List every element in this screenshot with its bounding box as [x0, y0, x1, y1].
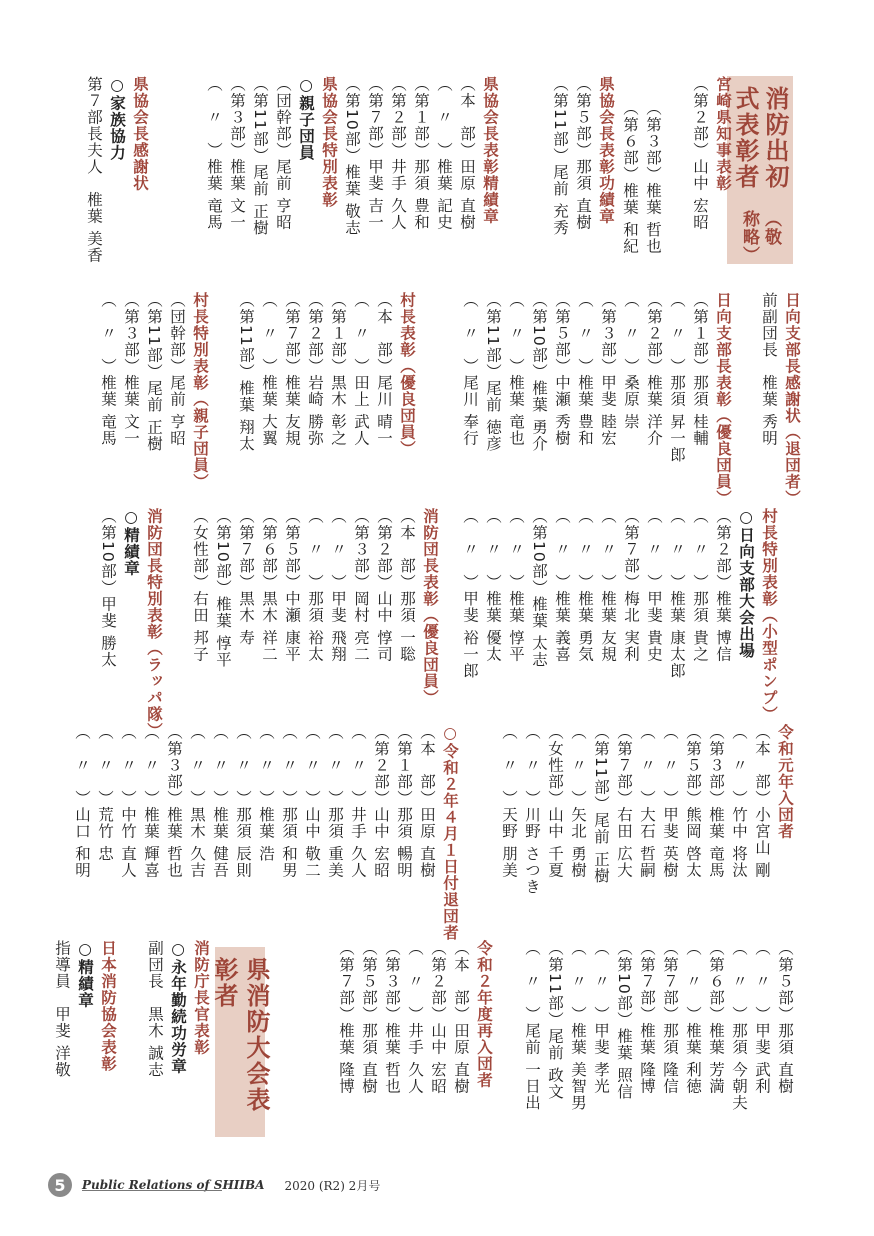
award-entry: （ 〃 ）椎葉 大翼 — [260, 292, 278, 447]
award-heading: 令和２年度再入団者 — [475, 940, 493, 1089]
award-entry: （第２部）山中 惇司 — [375, 508, 393, 663]
award-column — [188, 508, 441, 706]
award-heading: 消防団長特別表彰（ラッパ隊） — [145, 508, 163, 739]
award-entry: （ 〃 ）山中 敬二 — [303, 724, 321, 879]
award-entry: （ 〃 ）井手 久人 — [349, 724, 367, 879]
award-entry: （第７部）甲斐 吉一 — [366, 76, 384, 231]
banner-title: 消防出初式表彰者 — [731, 86, 789, 190]
award-entry: （ 〃 ）椎葉 記史 — [435, 76, 453, 231]
award-entry: （本 部）田原 直樹 — [458, 76, 476, 231]
award-subheading: ○精績章 — [122, 508, 140, 577]
award-entry: （第７部）那須 隆信 — [661, 940, 679, 1095]
award-entry: （ 〃 ）竹中 将汰 — [730, 724, 748, 879]
award-entry: （第７部）椎葉 隆博 — [638, 940, 656, 1095]
award-entry: （第11部）尾前 政文 — [546, 940, 564, 1100]
award-entry: （ 〃 ）椎葉 惇平 — [507, 508, 525, 663]
award-entry: （ 〃 ）甲斐 貴史 — [645, 508, 663, 663]
award-entry: （ 〃 ）椎葉 勇気 — [576, 508, 594, 663]
award-heading: 消防団長表彰（優良団員） — [421, 508, 439, 706]
title-banner-prefectural — [210, 947, 270, 1137]
award-entry: （ 〃 ）荒竹 忠 — [96, 724, 114, 862]
award-column — [458, 508, 780, 723]
award-entry: （第10部）椎葉 惇平 — [214, 508, 232, 668]
award-column — [143, 940, 212, 1078]
award-entry: （第２部）井手 久人 — [389, 76, 407, 231]
award-entry: （ 〃 ）那須 和男 — [280, 724, 298, 879]
award-column — [334, 940, 495, 1094]
award-entry: （本 部）那須 一聡 — [398, 508, 416, 663]
award-entry: （団幹部）尾前 亨昭 — [168, 292, 186, 447]
award-entry: （第11部）椎葉 翔太 — [237, 292, 255, 452]
award-entry: （第11部）尾前 充秀 — [551, 76, 569, 236]
award-entry: （ 〃 ）田上 武人 — [352, 292, 370, 447]
award-entry: （第７部）梅北 実利 — [622, 508, 640, 663]
award-heading: 県協会長表彰精績章 — [481, 76, 499, 225]
award-entry: （ 〃 ）那須 今朝夫 — [730, 940, 748, 1111]
award-subheading: ○親子団員 — [297, 76, 315, 161]
award-heading: 日向支部長表彰（優良団員） — [714, 292, 732, 507]
award-heading: 日本消防協会表彰 — [99, 940, 117, 1072]
award-heading: 村長特別表彰（親子団員） — [191, 292, 209, 490]
banner-title: 県消防大会表彰者 — [210, 957, 270, 1113]
award-entry: （第５部）那須 直樹 — [574, 76, 592, 231]
award-entry: 前副団長 椎葉 秀明 — [760, 292, 778, 447]
award-entry: （第３部）椎葉 文一 — [122, 292, 140, 447]
award-entry: （ 〃 ）椎葉 竜馬 — [99, 292, 117, 447]
award-entry: （第６部）椎葉 和紀 — [621, 100, 639, 255]
award-entry: （ 〃 ）甲斐 英樹 — [661, 724, 679, 879]
award-entry: （ 〃 ）椎葉 輝喜 — [142, 724, 160, 879]
award-heading: 消防庁長官表彰 — [192, 940, 210, 1056]
award-subheading: ○精績章 — [76, 940, 94, 1009]
award-entry: （団幹部）尾前 亨昭 — [274, 76, 292, 231]
award-column — [96, 292, 211, 490]
award-column — [234, 292, 418, 457]
award-entry: （第３部）椎葉 竜馬 — [707, 724, 725, 879]
award-entry: （第５部）那須 直樹 — [776, 940, 794, 1095]
award-entry: （ 〃 ）那須 昇一郎 — [668, 292, 686, 463]
award-entry: （第11部）尾前 徳彦 — [484, 292, 502, 452]
award-entry: （ 〃 ）尾前 一日出 — [523, 940, 541, 1111]
award-entry: （ 〃 ）椎葉 浩 — [257, 724, 275, 862]
award-entry: （ 〃 ）那須 辰則 — [234, 724, 252, 879]
award-entry: （ 〃 ）椎葉 豊和 — [576, 292, 594, 447]
award-entry: （第２部）岩崎 勝弥 — [306, 292, 324, 447]
award-heading: 県協会長感謝状 — [131, 76, 149, 192]
award-entry: （第３部）岡村 亮二 — [352, 508, 370, 663]
banner-note: （敬称略） — [739, 210, 781, 265]
award-entry: （第３部）椎葉 哲也 — [165, 724, 183, 879]
award-entry: （第６部）椎葉 芳満 — [707, 940, 725, 1095]
award-entry: （第３部）椎葉 哲也 — [644, 100, 662, 255]
award-entry: （女性部）山中 千夏 — [546, 724, 564, 879]
award-entry: （ 〃 ）井手 久人 — [406, 940, 424, 1095]
award-entry: （第１部）那須 暢明 — [395, 724, 413, 879]
award-entry: （ 〃 ）天野 朋美 — [500, 724, 518, 879]
award-entry: （第３部）椎葉 哲也 — [383, 940, 401, 1095]
award-heading: 村長特別表彰（小型ポンプ） — [760, 508, 778, 723]
award-entry: （ 〃 ）甲斐 武利 — [753, 940, 771, 1095]
award-entry: （ 〃 ）桑原 崇 — [622, 292, 640, 430]
award-heading: 宮崎県知事表彰 — [714, 76, 732, 192]
award-heading: 日向支部長感謝状（退団者） — [783, 292, 801, 507]
award-heading: ○令和２年４月１日付退団者 — [441, 724, 459, 941]
award-column — [50, 940, 119, 1078]
award-entry: （第２部）山中 宏昭 — [691, 76, 709, 231]
award-entry: （ 〃 ）椎葉 竜也 — [507, 292, 525, 447]
award-entry: （第２部）山中 宏昭 — [429, 940, 447, 1095]
award-entry: （ 〃 ）中竹 直人 — [119, 724, 137, 879]
award-entry: （ 〃 ）大石 哲嗣 — [638, 724, 656, 879]
award-entry: （第５部）那須 直樹 — [360, 940, 378, 1095]
award-entry: （第７部）黒木 寿 — [237, 508, 255, 646]
award-heading: 村長表彰（優良団員） — [398, 292, 416, 457]
award-entry: （第５部）中瀬 康平 — [283, 508, 301, 663]
award-column — [96, 508, 165, 739]
award-entry: （ 〃 ）椎葉 義喜 — [553, 508, 571, 663]
title-banner-ceremony — [727, 76, 793, 264]
award-entry: （第３部）椎葉 文一 — [228, 76, 246, 231]
award-entry: （ 〃 ）尾川 奉行 — [461, 292, 479, 447]
award-entry: （第７部）椎葉 友規 — [283, 292, 301, 447]
page-footer — [48, 1170, 380, 1200]
award-entry: （ 〃 ）椎葉 友規 — [599, 508, 617, 663]
award-entry: （第11部）尾前 正樹 — [251, 76, 269, 236]
award-entry: （第10部）椎葉 太志 — [530, 508, 548, 668]
award-entry: （第10部）椎葉 敬志 — [343, 76, 361, 236]
award-entry: （ 〃 ）那須 裕太 — [306, 508, 324, 663]
award-subheading: ○家族協力 — [108, 76, 126, 161]
award-entry: （第10部）甲斐 勝太 — [99, 508, 117, 668]
award-column — [757, 292, 803, 507]
award-entry: （本 部）小宮山 剛 — [753, 724, 771, 879]
award-entry: （第３部）甲斐 睦宏 — [599, 292, 617, 447]
footer-rule — [82, 1190, 222, 1191]
award-entry: （第５部）熊岡 啓太 — [684, 724, 702, 879]
award-heading: 県協会長表彰功績章 — [597, 76, 615, 225]
award-entry: （第10部）椎葉 照信 — [615, 940, 633, 1100]
award-entry: （ 〃 ）椎葉 利徳 — [684, 940, 702, 1095]
award-column — [520, 940, 796, 1111]
award-subheading: ○永年勤続功労章 — [169, 940, 187, 1075]
publication-name: Public Relations of SHIIBA — [82, 1178, 265, 1192]
award-entry: 第７部長夫人 椎葉 美香 — [85, 76, 103, 264]
award-heading: 令和元年入団者 — [776, 724, 794, 840]
award-entry: （ 〃 ）椎葉 美智男 — [569, 940, 587, 1111]
award-entry: （ 〃 ）椎葉 竜馬 — [205, 76, 223, 231]
award-entry: （ 〃 ）那須 貴之 — [691, 508, 709, 663]
award-entry: （第６部）黒木 祥二 — [260, 508, 278, 663]
award-entry: （ 〃 ）川野 さつき — [523, 724, 541, 895]
award-column — [548, 76, 617, 236]
award-column — [618, 100, 664, 254]
award-entry: （第10部）椎葉 勇介 — [530, 292, 548, 452]
award-entry: （ 〃 ）甲斐 裕一郎 — [461, 508, 479, 679]
issue-label: 2020 (R2) 2月号 — [284, 1178, 381, 1193]
award-column — [202, 76, 340, 236]
award-entry: （第１部）那須 桂輔 — [691, 292, 709, 447]
award-entry: （第５部）中瀬 秀樹 — [553, 292, 571, 447]
award-entry: （ 〃 ）黒木 久吉 — [188, 724, 206, 879]
award-heading: 県協会長特別表彰 — [320, 76, 338, 208]
award-column — [70, 724, 461, 941]
award-entry: （ 〃 ）甲斐 孝光 — [592, 940, 610, 1095]
award-entry: （ 〃 ）甲斐 飛翔 — [329, 508, 347, 663]
award-entry: （第１部）黒木 彰之 — [329, 292, 347, 447]
page-number: 5 — [48, 1173, 72, 1197]
award-entry: （ 〃 ）矢北 勇樹 — [569, 724, 587, 879]
award-entry: （本 部）田原 直樹 — [452, 940, 470, 1095]
award-entry: （第７部）椎葉 隆博 — [337, 940, 355, 1095]
award-column — [340, 76, 501, 236]
award-entry: （ 〃 ）那須 重美 — [326, 724, 344, 879]
award-entry: （本 部）尾川 晴一 — [375, 292, 393, 447]
award-entry: （第２部）椎葉 洋介 — [645, 292, 663, 447]
award-entry: （女性部）右田 邦子 — [191, 508, 209, 663]
award-entry: （第11部）尾前 正樹 — [145, 292, 163, 452]
award-subheading: ○日向支部大会出場 — [737, 508, 755, 659]
award-column — [497, 724, 796, 895]
award-entry: （ 〃 ）椎葉 康太郎 — [668, 508, 686, 679]
award-entry: （本 部）田原 直樹 — [418, 724, 436, 879]
award-entry: （第７部）右田 広大 — [615, 724, 633, 879]
award-entry: （ 〃 ）椎葉 健吾 — [211, 724, 229, 879]
award-entry: 副団長 黒木 誠志 — [146, 940, 164, 1078]
award-entry: （第２部）山中 宏昭 — [372, 724, 390, 879]
award-entry: （第１部）那須 豊和 — [412, 76, 430, 231]
award-entry: 指導員 甲斐 洋敬 — [53, 940, 71, 1078]
award-column — [688, 76, 734, 230]
award-entry: （第11部）尾前 正樹 — [592, 724, 610, 884]
award-entry: （第２部）椎葉 博信 — [714, 508, 732, 663]
award-entry: （ 〃 ）山口 和明 — [73, 724, 91, 879]
award-column — [458, 292, 734, 507]
award-entry: （ 〃 ）椎葉 優太 — [484, 508, 502, 663]
award-column — [82, 76, 151, 263]
